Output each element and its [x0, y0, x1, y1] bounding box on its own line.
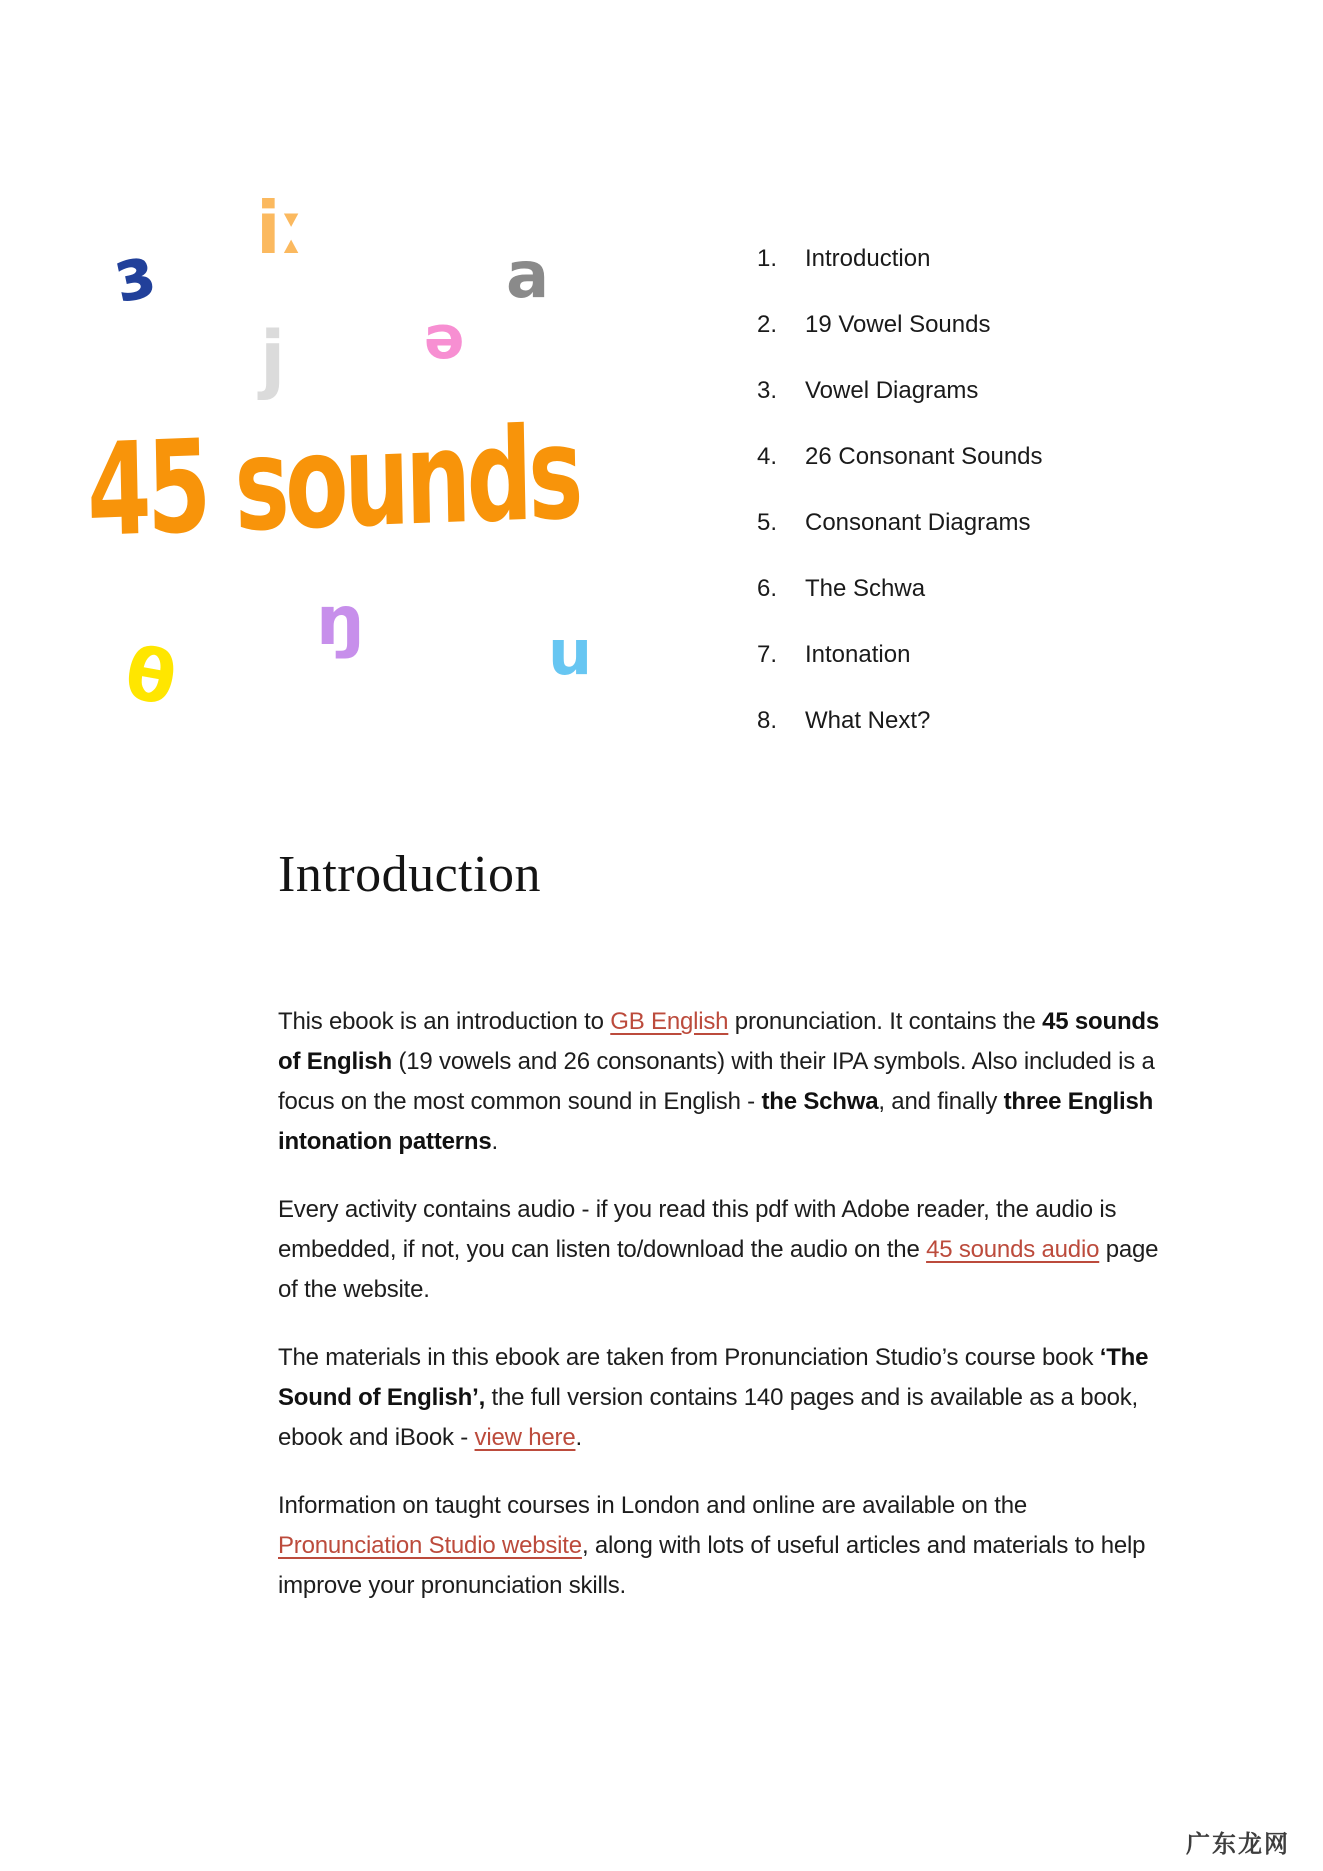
toc-item-label[interactable]: Vowel Diagrams [805, 377, 979, 404]
toc-item-number: 2. [757, 311, 778, 338]
ipa-palatal-approximant-icon: j [260, 316, 286, 402]
ipa-schwa-icon: ə [424, 303, 465, 373]
toc-item-number: 1. [757, 245, 778, 272]
toc-item[interactable] [757, 444, 1043, 469]
inline-link[interactable]: view here [474, 1424, 576, 1451]
text-run: the full version contains 140 pages and is available as a book, ebook and iBook - [278, 1384, 1139, 1451]
ipa-open-mid-central-vowel-icon: ɜ [105, 228, 162, 320]
text-run: , along with lots of useful articles and materials to help improve your pronunciation skills. [278, 1532, 1146, 1599]
text-run: The materials in this ebook are taken from Pronunciation Studio’s course book [278, 1344, 1100, 1371]
text-run: Information on taught courses in London and online are available on the [278, 1492, 1028, 1519]
inline-link[interactable]: GB English [610, 1008, 729, 1035]
toc-item-number: 3. [757, 377, 778, 404]
toc-item[interactable] [757, 576, 1043, 601]
text-run: , and finally [878, 1088, 1004, 1115]
toc-item[interactable] [757, 642, 1043, 667]
inline-link[interactable]: Pronunciation Studio website [278, 1532, 582, 1559]
text-run: (19 vowels and 26 consonants) with their IPA symbols. Also included is a focus on the most common sound in English - [278, 1048, 1155, 1115]
toc-item-number: 8. [757, 707, 778, 734]
inline-link[interactable]: 45 sounds audio [926, 1236, 1100, 1263]
toc-item-label[interactable]: Consonant Diagrams [805, 509, 1031, 536]
toc-item-number: 4. [757, 443, 778, 470]
toc-item-label[interactable]: What Next? [805, 707, 931, 734]
paragraph [278, 1486, 1162, 1606]
ipa-velar-nasal-icon: ŋ [316, 582, 365, 661]
paragraph [278, 1338, 1162, 1458]
content [278, 845, 1162, 1634]
bold-text: the Schwa [761, 1088, 879, 1115]
ipa-close-back-vowel-icon: u [548, 616, 593, 689]
watermark: 广东龙网 [1186, 1830, 1290, 1858]
bold-text: 45 sounds of English [278, 1008, 1160, 1075]
ipa-open-front-vowel-icon: a [506, 239, 550, 313]
toc-item-label[interactable]: Intonation [805, 641, 911, 668]
toc-item-label[interactable]: The Schwa [805, 575, 926, 602]
toc-item[interactable] [757, 510, 1043, 535]
toc-item-label[interactable]: 26 Consonant Sounds [805, 443, 1043, 470]
hero-artwork [0, 0, 760, 760]
bold-text: ‘The Sound of English’, [278, 1344, 1149, 1411]
toc-item-label[interactable]: 19 Vowel Sounds [805, 311, 991, 338]
paragraphs [278, 1002, 1162, 1606]
text-run: . [575, 1424, 582, 1451]
toc-item-number: 5. [757, 509, 778, 536]
toc-item[interactable] [757, 378, 1043, 403]
ipa-theta-icon: θ [119, 630, 183, 722]
table-of-contents [757, 246, 1043, 774]
paragraph [278, 1190, 1162, 1310]
toc-item[interactable] [757, 708, 1043, 733]
bold-text: three English intonation patterns [278, 1088, 1154, 1155]
text-run: pronunciation. It contains the [728, 1008, 1043, 1035]
toc-item[interactable] [757, 246, 1043, 271]
toc-item-number: 7. [757, 641, 778, 668]
hero-title: 45 sounds [85, 399, 581, 566]
toc-item-label[interactable]: Introduction [805, 245, 931, 272]
paragraph [278, 1002, 1162, 1162]
toc-item-number: 6. [757, 575, 778, 602]
text-run: Every activity contains audio - if you read this pdf with Adobe reader, the audio is embedded, if not, you can listen to/download the audio on the [278, 1196, 1117, 1263]
text-run: This ebook is an introduction to [278, 1008, 611, 1035]
toc-item[interactable] [757, 312, 1043, 337]
text-run: page of the website. [278, 1236, 1159, 1303]
text-run: . [491, 1128, 498, 1155]
section-heading: Introduction [278, 846, 542, 903]
ipa-long-ee-vowel-icon: iː [256, 186, 305, 270]
